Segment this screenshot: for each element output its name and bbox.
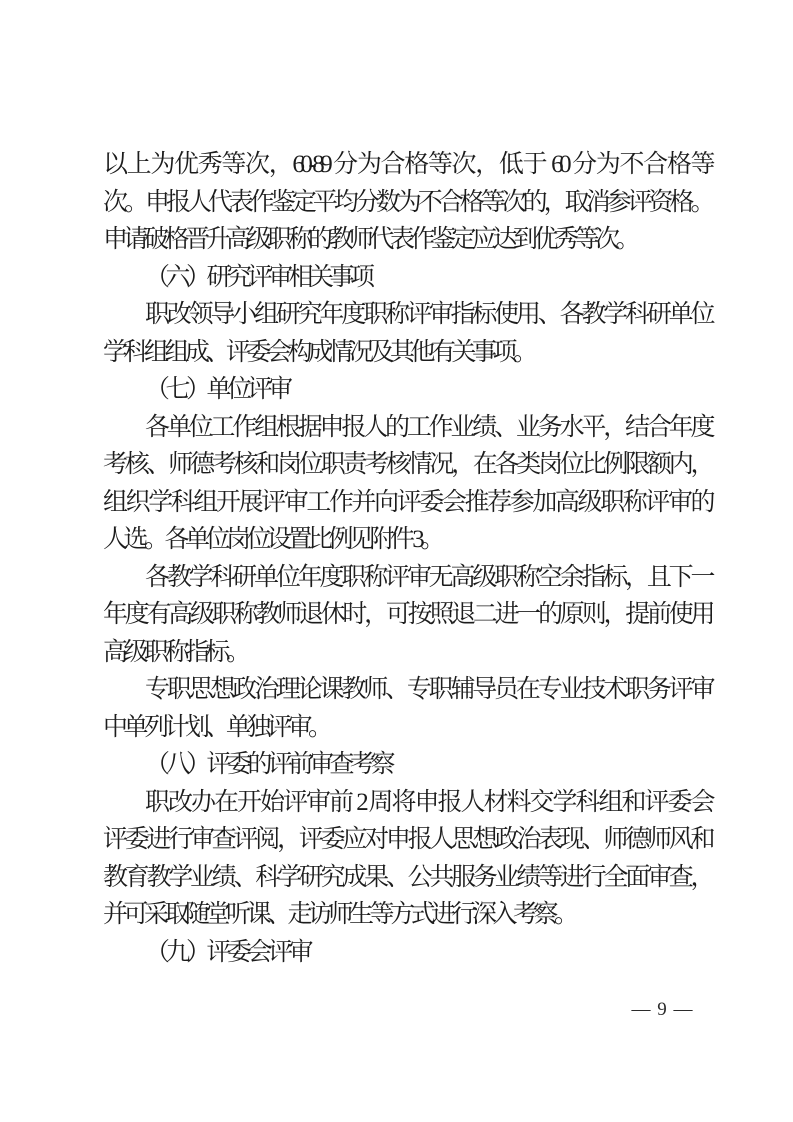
text-line: 学科组组成、评委会构成情况及其他有关事项。 bbox=[103, 338, 534, 366]
text-line: 职改办在开始评审前 2 周将申报人材料交学科组和评委会 bbox=[145, 788, 711, 816]
text-line: 申请破格晋升高级职称的教师代表作鉴定应达到优秀等次。 bbox=[103, 226, 637, 253]
text-line: 年度有高级职称教师退休时，可按照退二进一的原则，提前使用 bbox=[103, 601, 711, 628]
text-line: 中单列计划、单独评审。 bbox=[103, 713, 329, 741]
text-line: 次。申报人代表作鉴定平均分数为不合格等次的，取消参评资格。 bbox=[103, 188, 711, 216]
text-line: 以上为优秀等次，60-89 分为合格等次，低于 60 分为不合格等 bbox=[103, 151, 711, 178]
page-number: — 9 — bbox=[631, 999, 694, 1020]
text-line: 各教学科研单位年度职称评审无高级职称空余指标，且下一 bbox=[145, 563, 711, 591]
section-heading: （七）单位评审 bbox=[145, 376, 289, 403]
section-heading: （六）研究评审相关事项 bbox=[145, 263, 371, 291]
text-line: 专职思想政治理论课教师、专职辅导员在专业技术职务评审 bbox=[145, 676, 711, 703]
document-body bbox=[103, 146, 711, 971]
text-line: 人选。各单位岗位设置比例见附件 3。 bbox=[103, 526, 441, 553]
text-line: 各单位工作组根据申报人的工作业绩、业务水平，结合年度 bbox=[145, 413, 711, 441]
text-line: 组织学科组开展评审工作并向评委会推荐参加高级职称评审的 bbox=[103, 488, 711, 516]
text-line: 并可采取随堂听课、走访师生等方式进行深入考察。 bbox=[103, 901, 575, 928]
text-line: 高级职称指标。 bbox=[103, 638, 247, 666]
text-line: 评委进行审查评阅，评委应对申报人思想政治表现、师德师风和 bbox=[103, 826, 711, 853]
section-heading: （八）评委的评前审查考察 bbox=[145, 751, 392, 778]
text-line: 考核、师德考核和岗位职责考核情况，在各类岗位比例限额内， bbox=[103, 451, 711, 478]
text-line: 职改领导小组研究年度职称评审指标使用、各教学科研单位 bbox=[145, 301, 711, 328]
text-line: 教育教学业绩、科学研究成果、公共服务业绩等进行全面审查， bbox=[103, 863, 711, 891]
section-heading: （九）评委会评审 bbox=[145, 938, 310, 966]
